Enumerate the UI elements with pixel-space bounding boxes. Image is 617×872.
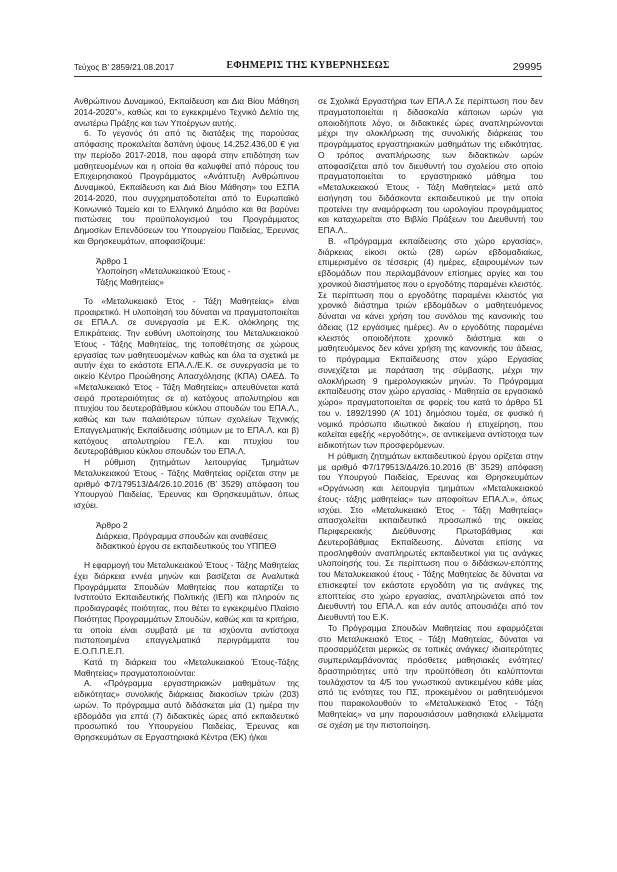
paragraph: Α. «Πρόγραμμα εργαστηριακών μαθημάτων της ειδικότητας» συνολικής διάρκειας διακοσίων τριών (203) ωρών. Το πρόγραμμα αυτό διδάσκεται μία (1) ημέρα την εβδομάδα για επτά (7) διδακτικές ώρες από εκπαιδευτικό προσωπικό του Υπουργείου Παιδείας, Έρευνας και Θρησκευμάτων σε Εργαστηριακά Κέντρα (ΕΚ) ή/και — [74, 678, 299, 742]
article-number: Άρθρο 2 — [96, 519, 128, 530]
issue-number: Τεύχος Β’ 2859/21.08.2017 — [74, 62, 175, 72]
paragraph: Ανθρώπινου Δυναμικού, Εκπαίδευση και Δια Βίου Μάθηση 2014-2020”», καθώς και το εγκεκριμένο Τεχνικό Δελτίο της ανωτέρω Πράξης και των Υποέργων αυτής. — [74, 96, 299, 128]
article-heading — [96, 520, 299, 552]
article-title: Υλοποίηση «Μεταλυκειακού Έτους - — [96, 266, 231, 277]
right-column — [318, 96, 543, 730]
article-heading — [96, 256, 299, 288]
paragraph: Η ρύθμιση ζητημάτων λειτουργίας Τμημάτων Μεταλυκειακού Έτους - Τάξης Μαθητείας ορίζεται στην με αριθμό Φ7/179513/Δ4/26.10.2016 (Β’ 3529) απόφαση του Υπουργού Παιδείας, Έρευνας και Θρησκευμάτων, όπως ισχύει. — [74, 457, 299, 510]
page-number: 29995 — [512, 61, 542, 73]
paragraph: Β. «Πρόγραμμα εκπαίδευσης στο χώρο εργασίας», διάρκειας είκοσι οκτώ (28) ωρών εβδομαδιαίως, επιμερισμένο σε τέσσερις (4) ημέρες, εξαιρουμένων των εβδομάδων που περιλαμβάνουν επίσημες αργίες και του χρονικού διαστήματος που ο εργοδότης παραμένει κλειστός. Σε περίπτωση που ο εργοδότης παραμένει κλειστός για χρονικό διάστημα τριών εβδομάδων ο μαθητευόμενος δύναται να κάνει χρήση του συνόλου της κανονικής του άδειας (12 εργάσιμες ημέρες). Αν ο εργοδότης παραμένει κλειστός οποιοδήποτε χρονικό διάστημα και ο μαθητευόμενος δεν κάνει χρήση της κανονικής του άδειας, το πρόγραμμα Εκπαίδευσης στον χώρο Εργασίας συνεχίζεται με παράταση της σύμβασης, μέχρι την ολοκλήρωση 9 ημερολογιακών μηνών. Το Πρόγραμμα εκπαίδευσης στον χώρο εργασίας - Μαθητεία σε εργασιακό χώρο» πραγματοποιείται σε φορείς του κατά το άρθρο 51 του ν. 1892/1990 (Α’ 101) δημόσιου τομέα, σε φυσικό ή νομικό πρόσωπο ιδιωτικού δικαίου ή επιχείρηση, που καλείται εφεξής «εργοδότης», σε αντικείμενα αντίστοιχα των ειδικοτήτων των προσφερόμενων. — [318, 235, 543, 450]
page-header — [74, 60, 542, 74]
paragraph: Η εφαρμογή του Μεταλυκειακού Έτους - Τάξης Μαθητείας έχει διάρκεια εννέα μηνών και βασίζεται σε Αναλυτικά Προγράμματα Σπουδών Μαθητείας που καταρτίζει το Ινστιτούτο Εκπαιδευτικής Πολιτικής (ΙΕΠ) και πληρούν τις προδιαγραφές ποιότητας, που θέτει το εγκεκριμένο Πλαίσιο Ποιότητας Προγραμμάτων Σπουδών, καθώς και τα κριτήρια, τα οποία είναι συμβατά με τα ισχύοντα αντίστοιχα πιστοποιημένα επαγγελματικά περιγράμματα του Ε.Ο.Π.Π.Ε.Π. — [74, 560, 299, 656]
article-title: Τάξης Μαθητείας» — [96, 277, 164, 287]
gazette-title: ΕΦΗΜΕΡΙΣ ΤΗΣ ΚΥΒΕΡΝΗΣΕΩΣ — [226, 60, 390, 71]
header-rule — [74, 76, 542, 77]
article-title: διδακτικού έργου σε εκπαιδευτικούς του ΥΠΠΕΘ — [96, 541, 277, 552]
paragraph: Κατά τη διάρκεια του «Μεταλυκειακού Έτους-Τάξης Μαθητείας» πραγματοποιούνται: — [74, 656, 299, 678]
paragraph: Η ρύθμιση ζητημάτων εκπαιδευτικού έργου ορίζεται στην με αριθμό Φ7/179513/Δ4/26.10.2016 (Β’ 3529) απόφαση του Υπουργού Παιδείας, Έρευνας και Θρησκευμάτων «Οργάνωση και λειτουργία τμημάτων «Μεταλυκειακού έτους- τάξης μαθητείας» των αποφοίτων ΕΠΑ.Λ.», όπως ισχύει. Στο «Μεταλυκειακό Έτος - Τάξη Μαθητείας» απασχολείται εκπαιδευτικό προσωπικό της οικείας Περιφερειακής Διεύθυνσης Πρωτοβάθμιας και Δευτεροβάθμιας Εκπαίδευσης. Δύναται επίσης να προσληφθούν αναπληρωτές εκπαιδευτικοί για τις ανάγκες υλοποίησής του. Σε περίπτωση που ο διδάσκων-επόπτης του Μεταλυκειακού έτους - Τάξης Μαθητείας δε δύναται να επισκεφτεί τον εκάστοτε εργοδότη για τις ανάγκες της εποπτείας στο χώρο εργασίας, αναπληρώνεται από τον Διευθυντή του ΕΠΑ.Λ. και εάν αυτός απουσιάζει από τον Διευθυντή του Ε.Κ. — [318, 450, 543, 622]
article-title: Διάρκεια, Πρόγραμμα σπουδών και αναθέσεις — [96, 530, 268, 541]
paragraph: Το Πρόγραμμα Σπουδών Μαθητείας που εφαρμόζεται στο Μεταλυκειακό Έτος - Τάξη Μαθητείας, δύναται να προσαρμόζεται μερικώς σε τοπικές ανάγκες/ ιδιαιτερότητες συμπεριλαμβάνοντας πρόσθετες μαθησιακές ενότητες/ δραστηριότητες υπό την προϋπόθεση ότι καλύπτονται τουλάχιστον τα 4/5 του γνωστικού αντικειμένου κάθε μίας από τις ενότητες του ΠΣ, προκειμένου οι μαθητευόμενοι που παρακολουθούν το «Μεταλυκειακό Έτος - Τάξη Μαθητείας» να μην παρουσιάσουν μαθησιακά ελλείμματα σε σχέση με την πιστοποίηση. — [318, 622, 543, 730]
article-number: Άρθρο 1 — [96, 255, 128, 266]
paragraph: σε Σχολικά Εργαστήρια των ΕΠΑ.Λ Σε περίπτωση που δεν πραγματοποιείται η διδασκαλία κάποιων ωρών για οποιοδήποτε λόγο, οι διδακτικές ώρες αναπληρώνονται μέχρι την ολοκλήρωση της συνολικής διάρκειας του προγράμματος εργαστηριακών μαθημάτων της ειδικότητας. Ο τρόπος αναπλήρωσης των διδακτικών ωρών αποφασίζεται από τον διευθυντή του σχολείου στο οποίο πραγματοποιείται το εργαστηριακό μάθημα του «Μεταλυκειακού Έτους - Τάξη Μαθητείας» μετά από εισήγηση του διδάσκοντα εκπαιδευτικού με την οποία προτείνει την αναμόρφωση του ωρολογίου προγράμματος και καταχωρείται στο Βιβλίο Πράξεων του Διευθυντή του ΕΠΑ.Λ.. — [318, 96, 543, 235]
left-column — [74, 96, 299, 743]
paragraph: 6. Το γεγονός ότι από τις διατάξεις της παρούσας απόφασης προκαλείται δαπάνη ύψους 14.252.436,00 € για την περίοδο 2017-2018, που αφορά στην επιδότηση των μαθητευομένων και η οποία θα καλυφθεί από πόρους του Επιχειρησιακού Προγράμματος «Ανάπτυξη Ανθρώπινου Δυναμικού, Εκπαίδευση και Διά Βίου Μάθηση» του ΕΣΠΑ 2014-2020, που συγχρηματοδοτείται από το Ευρωπαϊκό Κοινωνικό Ταμείο και το Ελληνικό Δημόσιο και θα βαρύνει πιστώσεις του προϋπολογισμού του Προγράμματος Δημοσίων Επενδύσεων του Υπουργείου Παιδείας, Έρευνας και Θρησκευμάτων, αποφασίζουμε: — [74, 128, 299, 246]
paragraph: Το «Μεταλυκειακό Έτος - Τάξη Μαθητείας» είναι προαιρετικό. Η υλοποίησή του δύναται να πραγματοποιείται σε ΕΠΑ.Λ. σε συνεργασία με Ε.Κ. ολόκληρης της Επικράτειας. Την ευθύνη υλοποίησης του Μεταλυκειακού Έτους - Τάξης Μαθητείας, της τοποθέτησης σε χώρους εργασίας των μαθητευομένων καθώς και όλα τα σχετικά με αυτήν έχει το εκάστοτε ΕΠΑ.Λ./Ε.Κ. σε συνεργασία με το οικείο Κέντρο Προώθησης Απασχόλησης (ΚΠΑ) ΟΑΕΔ. Το «Μεταλυκειακό Έτος - Τάξη Μαθητείας» απευθύνεται κατά σειρά προτεραιότητας σε α) κατόχους απολυτηρίου και πτυχίου του δευτεροβάθμιου κύκλου σπουδών του ΕΠΑ.Λ., καθώς και των παλαιότερων τύπων σχολείων Τεχνικής Επαγγελματικής Εκπαίδευσης ισότιμων με το ΕΠΑ.Λ. και β) κατόχους απολυτηρίου ΓΕ.Λ. και πτυχίου του δευτεροβάθμιου κύκλου σπουδών του ΕΠΑ.Λ. — [74, 295, 299, 457]
